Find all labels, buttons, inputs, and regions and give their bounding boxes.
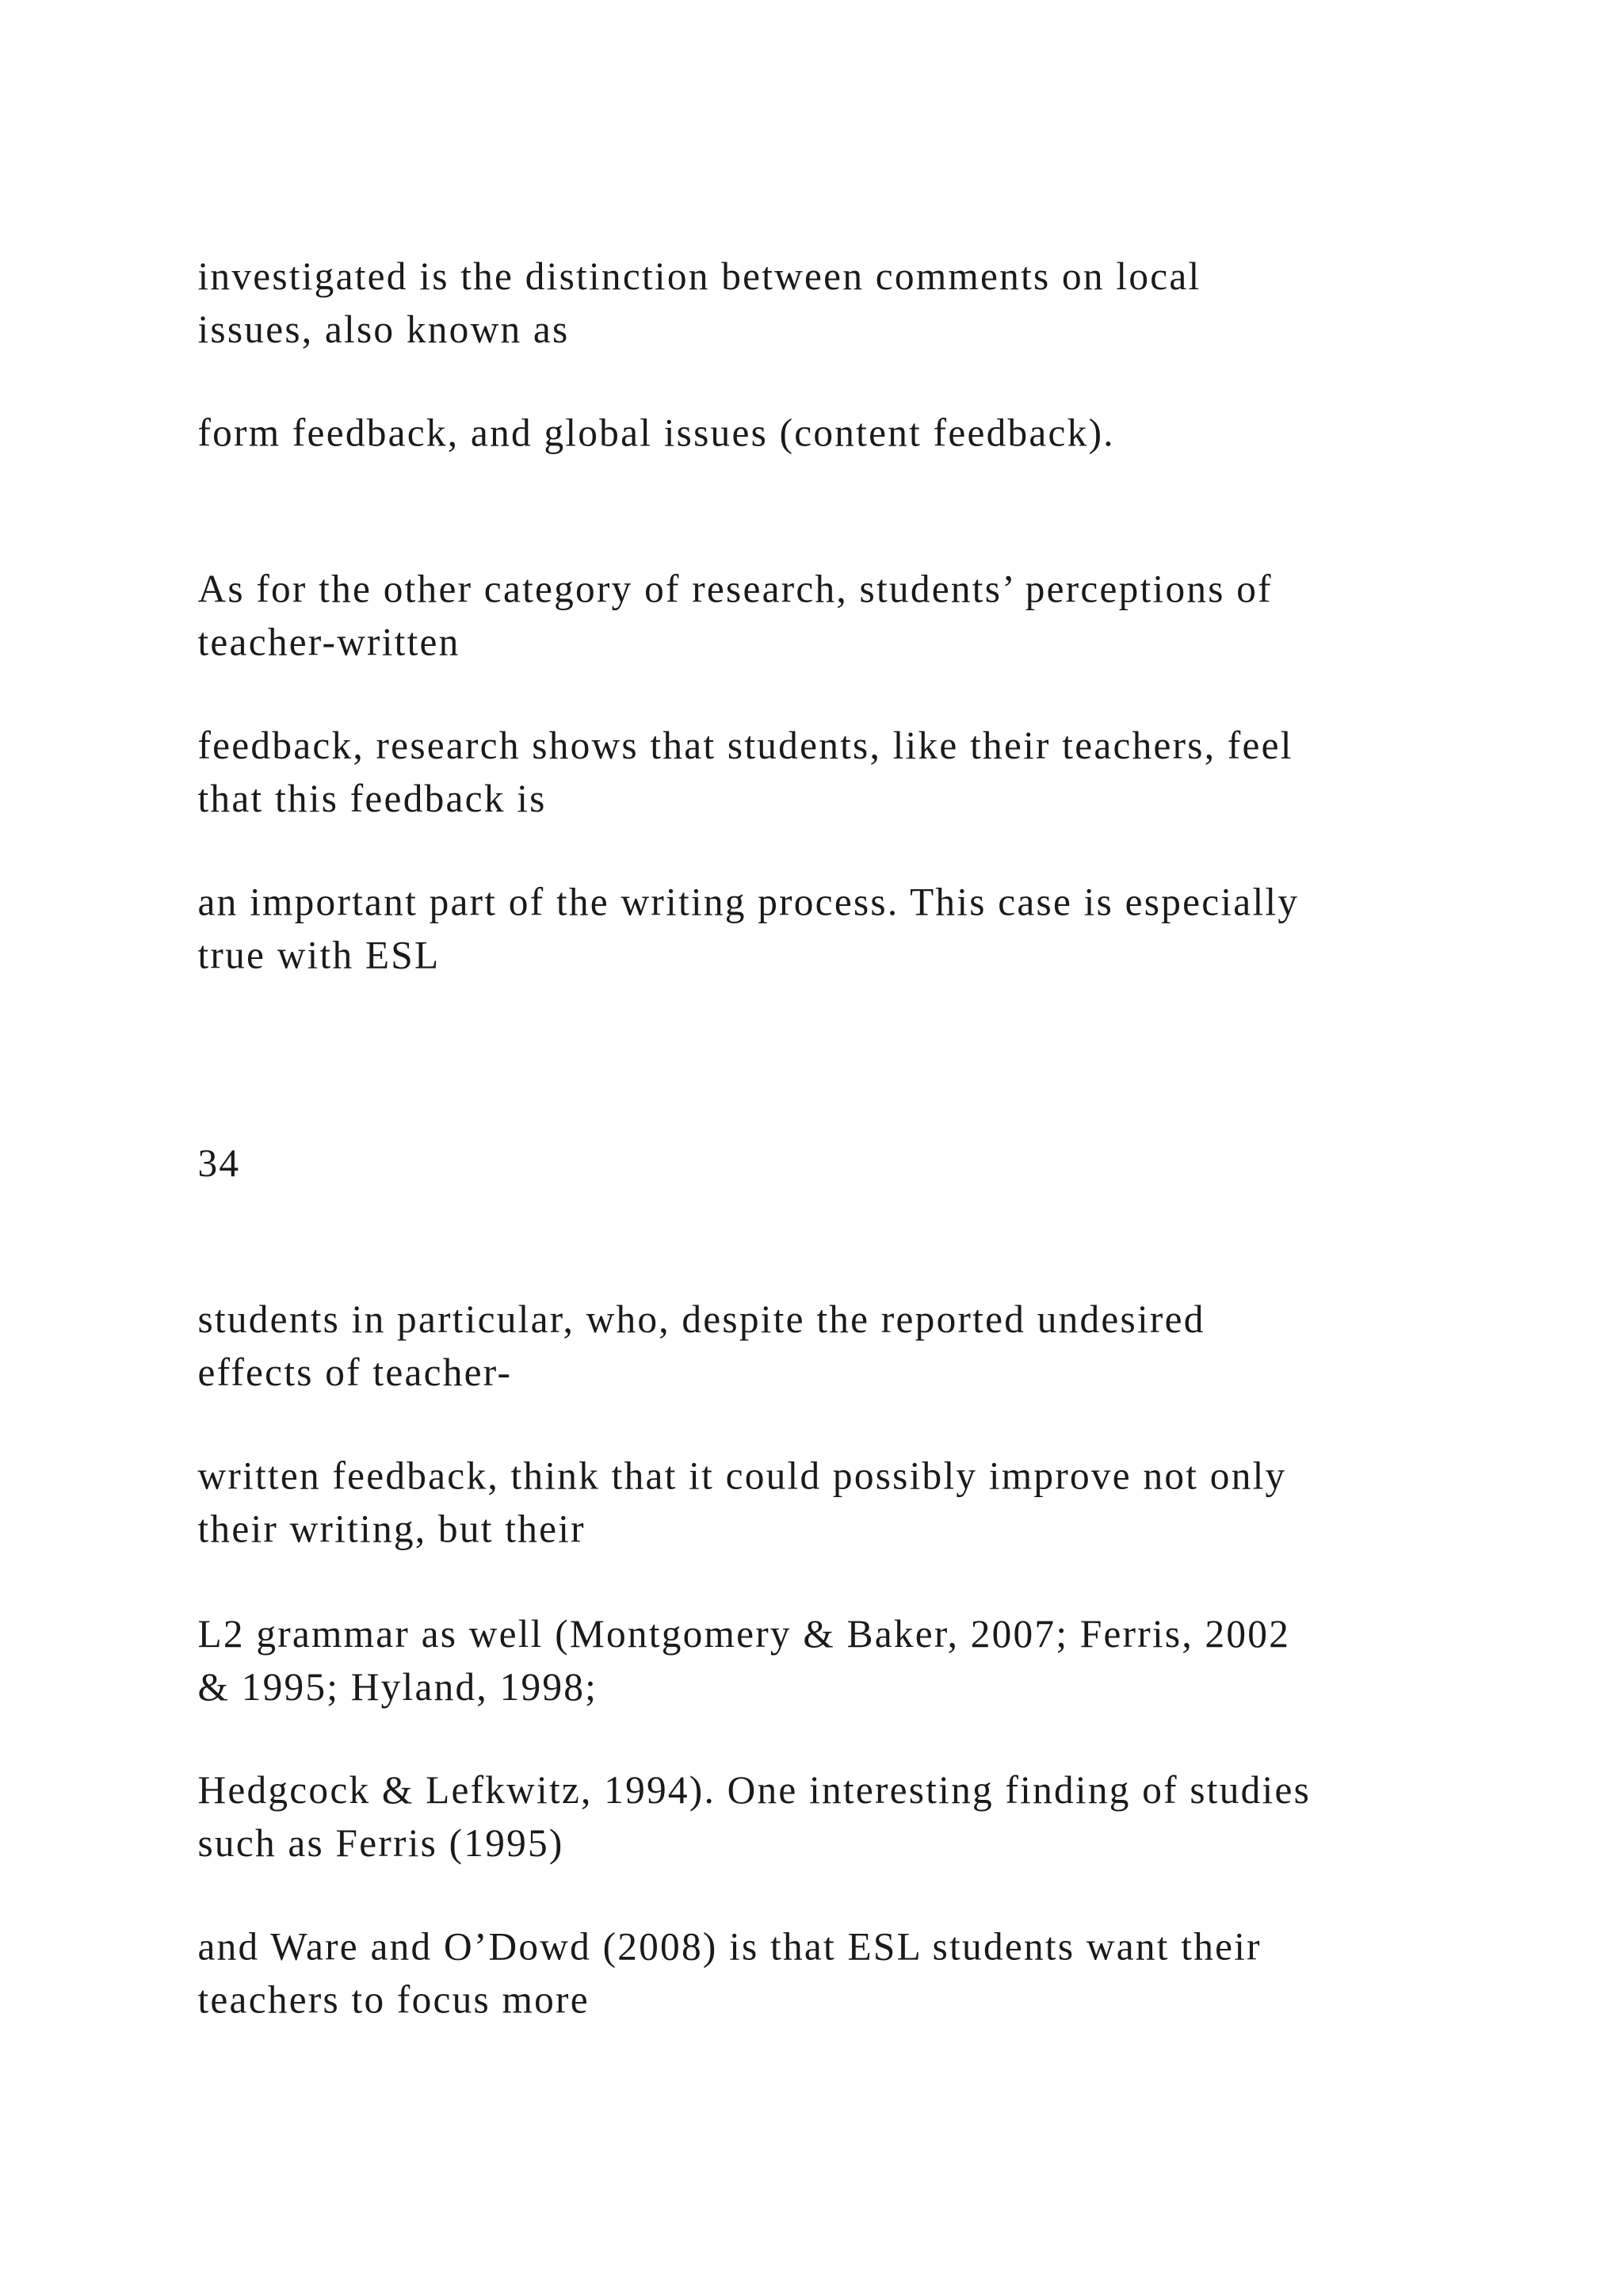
text-line: an important part of the writing process. This case is especially [197, 879, 1300, 924]
text-line: form feedback, and global issues (content feedback). [197, 410, 1115, 455]
text-line: & 1995; Hyland, 1998; [197, 1664, 598, 1709]
page-number: 34 [197, 1140, 241, 1186]
text-line: true with ESL [197, 932, 441, 977]
text-line: effects of teacher- [197, 1350, 513, 1395]
text-line: written feedback, think that it could possibly improve not only [197, 1453, 1287, 1498]
text-line: issues, also known as [197, 307, 570, 352]
text-line: that this feedback is [197, 776, 547, 821]
text-line: and Ware and O’Dowd (2008) is that ESL students want their [197, 1924, 1262, 1969]
text-line: such as Ferris (1995) [197, 1820, 564, 1866]
text-line: feedback, research shows that students, like their teachers, feel [197, 723, 1293, 768]
text-line: teachers to focus more [197, 1977, 590, 2022]
text-line: students in particular, who, despite the reported undesired [197, 1297, 1205, 1342]
text-line: Hedgcock & Lefkwitz, 1994). One interesting finding of studies [197, 1767, 1312, 1813]
text-line: teacher-written [197, 619, 460, 664]
text-line: investigated is the distinction between comments on local [197, 254, 1201, 299]
text-line: As for the other category of research, students’ perceptions of [197, 566, 1273, 611]
text-line: L2 grammar as well (Montgomery & Baker, 2007; Ferris, 2002 [197, 1611, 1291, 1656]
text-line: their writing, but their [197, 1506, 586, 1551]
